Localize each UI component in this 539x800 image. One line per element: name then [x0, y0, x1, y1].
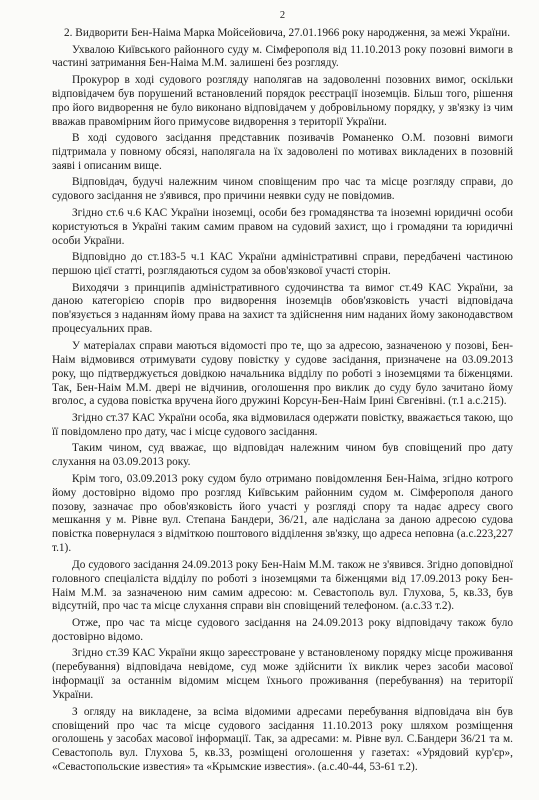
paragraph-14: Отже, про час та місце судового засідання на 24.09.2013 року відповідачу також було достовірно відомо. — [52, 616, 513, 643]
paragraph-4: В ході судового засідання представник позивачів Романенко О.М. позовні вимоги підтримала у повному обсязі, наполягала на їх задоволені по мотивах викладених в позовній заяві і описаним вище. — [52, 132, 513, 172]
paragraph-10: Згідно ст.37 КАС України особа, яка відмовилася одержати повістку, вважається такою, що її повідомлено про дату, час і місце судового засідання. — [52, 411, 513, 438]
paragraph-9: У матеріалах справи маються відомості про те, що за адресою, зазначеною у позові, Бен-Наім відмовився отримувати судову повістку у судове засідання, призначене на 03.09.2013 року, що підтверджується довідкою начальника відділу по роботі з іноземцями та біженцями. Так, Бен-Наім М.М. двері не відчинив, оголошення про виклик до суду було зачитано йому вголос, а судова повістка вручена його дружині Корсун-Бен-Наім Ірині Євгенівні. (т.1 а.с.215). — [52, 339, 513, 408]
paragraph-8: Виходячи з принципів адміністративного судочинства та вимог ст.49 КАС України, за даною категорією спорів про видворення іноземців обов'язковість участі відповідача пов'язується з наданням йому права на захист та здійснення ним наданих йому законодавством процесуальних прав. — [52, 281, 513, 336]
paragraph-16: З огляду на викладене, за всіма відомими адресами перебування відповідача він був сповіщений про час та місце судового засідання 11.10.2013 року шляхом розміщення оголошень у засобах масової інформації. Так, за адресами: м. Рівне вул. С.Бандери 36/21 та м. Севастополь вул. Глухова 5, кв.33, розміщені оголошення у газетах: «Урядовий кур'єр», «Севастопольские известия» та «Крымские известия». (а.с.40-44, 53-61 т.2). — [52, 705, 513, 774]
paragraph-2: Ухвалою Київського районного суду м. Сімферополя від 11.10.2013 року позовні вимоги в частині затримання Бен-Наіма М.М. залишені без розгляду. — [52, 43, 513, 70]
paragraph-11: Таким чином, суд вважає, що відповідач належним чином був сповіщений про дату слухання на 03.09.2013 року. — [52, 442, 513, 469]
paragraph-15: Згідно ст.39 КАС України якщо зареєстроване у встановленому порядку місце проживання (перебування) відповідача невідоме, суд може здійснити їх виклик через засоби масової інформації за останнім відомим місцем їхнього проживання (перебування) на території України. — [52, 647, 513, 702]
paragraph-7: Відповідно до ст.183-5 ч.1 КАС України адміністративні справи, передбачені частиною першою цієї статті, розглядаються судом за обов'язкової участі сторін. — [52, 251, 513, 278]
page-number: 2 — [279, 10, 286, 21]
paragraph-6: Згідно ст.6 ч.6 КАС України іноземці, особи без громадянства та іноземні юридичні особи користуються в Україні таким самим правом на судовий захист, що і громадяни та юридичні особи України. — [52, 206, 513, 247]
paragraph-3: Прокурор в ході судового розгляду наполягав на задоволенні позовних вимог, оскільки відповідачем був порушений встановлений порядок реєстрації іноземців. Більш того, рішення про його видворення не було виконано відповідачем у добровільному порядку, у зв'язку із чим вважав правомірним його примусове видворення з території України. — [52, 73, 513, 128]
paragraph-12: Крім того, 03.09.2013 року судом було отримано повідомлення Бен-Наіма, згідно котрого йому достовірно відомо про розгляд Київським районним судом м. Сімферополя даного позову, зазначає про обов'язковість його участі у розгляді спору та надає адресу свого мешкання у м. Рівне вул. Степана Бандери, 36/21, але надіслана за даною адресою судова повістка повернулася з відміткою поштового відділення зв'язку, що адреса неповна (а.с.223,227 т.1). — [52, 472, 513, 555]
paragraph-1: 2. Видворити Бен-Наіма Марка Мойсейовича, 27.01.1966 року народження, за межі України. — [64, 27, 511, 39]
paragraph-5: Відповідач, будучі належним чином сповіщеним про час та місце розгляду справи, до судового засідання не з'явився, про причини неявки суду не повідомив. — [52, 176, 513, 203]
paragraph-13: До судового засідання 24.09.2013 року Бен-Наім М.М. також не з'явився. Згідно доповідної головного спеціаліста відділу по роботі з іноземцями та біженцями від 17.09.2013 року Бен-Наім М.М. за зазначеною ним самим адресою: м. Севастополь вул. Глухова, 5, кв.33, був відсутній, про час та місце слухання справи він сповіщений телефоном. (а.с.33 т.2). — [52, 558, 513, 613]
